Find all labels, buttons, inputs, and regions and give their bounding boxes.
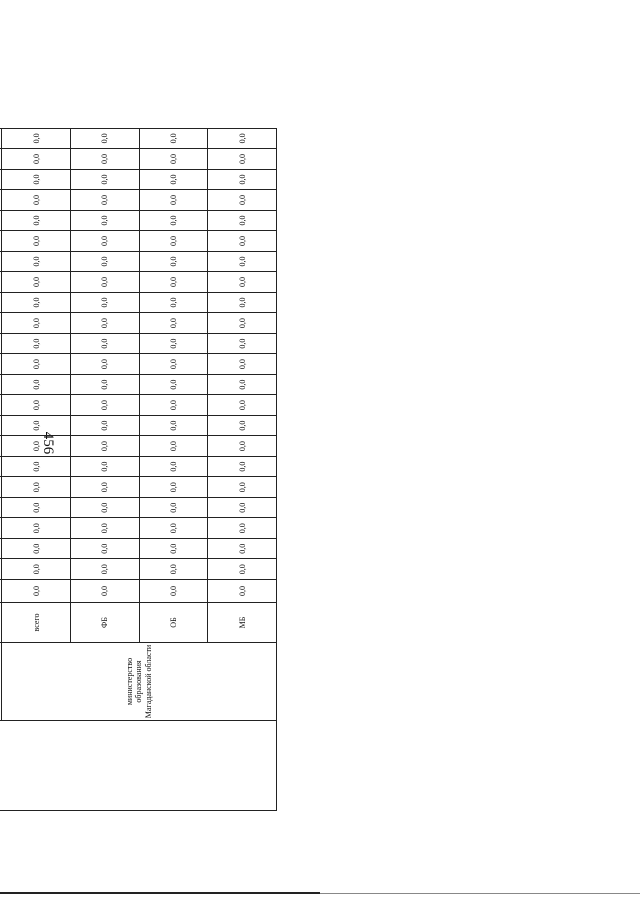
value-cell: 0,0 — [2, 272, 71, 293]
value-cell: 0,0 — [2, 231, 71, 252]
value-cell: 0,0 — [139, 477, 208, 498]
value-cell: 0,0 — [70, 395, 139, 416]
value-cell: 0,0 — [139, 210, 208, 231]
value-cell: 0,0 — [139, 497, 208, 518]
value-cell: 0,0 — [70, 559, 139, 580]
value-cell: 0,0 — [208, 128, 277, 149]
value-cell: 0,0 — [70, 272, 139, 293]
value-cell: 0,0 — [2, 292, 71, 313]
value-cell: 0,0 — [2, 518, 71, 539]
value-cell: 0,0 — [139, 415, 208, 436]
value-cell: 0,0 — [139, 395, 208, 416]
value-cell: 0,0 — [2, 374, 71, 395]
value-cell: 0,0 — [70, 190, 139, 211]
value-cell: 0,0 — [70, 210, 139, 231]
source-cell: ФБ — [70, 603, 139, 643]
value-cell: 0,0 — [70, 354, 139, 375]
value-cell: 0,0 — [208, 497, 277, 518]
value-cell: 0,0 — [70, 477, 139, 498]
value-cell: 0,0 — [208, 477, 277, 498]
value-cell: 0,0 — [70, 374, 139, 395]
value-cell: 0,0 — [139, 272, 208, 293]
value-cell: 0,0 — [70, 436, 139, 457]
value-cell: 0,0 — [139, 559, 208, 580]
value-cell: 0,0 — [70, 149, 139, 170]
value-cell: 0,0 — [2, 128, 71, 149]
bottom-rule — [0, 892, 320, 894]
name-cell — [0, 721, 277, 811]
source-cell: всего — [2, 603, 71, 643]
value-cell: 0,0 — [208, 149, 277, 170]
value-cell: 0,0 — [2, 313, 71, 334]
page-number: 456 — [40, 431, 56, 455]
value-cell: 0,0 — [139, 580, 208, 603]
value-cell: 0,0 — [139, 292, 208, 313]
value-cell: 0,0 — [208, 190, 277, 211]
value-cell: 0,0 — [2, 436, 71, 457]
value-cell: 0,0 — [208, 559, 277, 580]
value-cell: 0,0 — [139, 436, 208, 457]
value-cell: 0,0 — [2, 210, 71, 231]
value-cell: 0,0 — [2, 251, 71, 272]
value-cell: 0,0 — [139, 128, 208, 149]
source-cell: ОБ — [139, 603, 208, 643]
value-cell: 0,0 — [70, 313, 139, 334]
value-cell: 0,0 — [208, 415, 277, 436]
value-cell: 0,0 — [2, 456, 71, 477]
value-cell: 0,0 — [70, 518, 139, 539]
value-cell: 0,0 — [2, 395, 71, 416]
executor-cell: министерство образования Магаданской области — [2, 643, 277, 721]
value-cell: 0,0 — [208, 354, 277, 375]
value-cell: 0,0 — [208, 538, 277, 559]
value-cell: 0,0 — [208, 210, 277, 231]
value-cell: 0,0 — [208, 395, 277, 416]
value-cell: 0,0 — [2, 190, 71, 211]
value-cell: 0,0 — [2, 169, 71, 190]
value-cell: 0,0 — [139, 518, 208, 539]
value-cell: 0,0 — [70, 333, 139, 354]
value-cell: 0,0 — [208, 313, 277, 334]
table-row — [2, 67, 71, 811]
value-cell: 0,0 — [2, 415, 71, 436]
value-cell: 0,0 — [139, 169, 208, 190]
value-cell: 0,0 — [139, 456, 208, 477]
value-cell: 0,0 — [139, 538, 208, 559]
funding-table — [0, 66, 277, 811]
value-cell: 0,0 — [208, 580, 277, 603]
value-cell: 0,0 — [70, 231, 139, 252]
value-cell: 0,0 — [208, 231, 277, 252]
value-cell: 0,0 — [139, 251, 208, 272]
value-cell: 0,0 — [70, 415, 139, 436]
value-cell: 0,0 — [208, 333, 277, 354]
value-cell: 0,0 — [70, 251, 139, 272]
value-cell: 0,0 — [208, 251, 277, 272]
value-cell: 0,0 — [208, 374, 277, 395]
value-cell: 0,0 — [70, 169, 139, 190]
value-cell: 0,0 — [208, 436, 277, 457]
value-cell: 0,0 — [2, 333, 71, 354]
bottom-rule-thin — [320, 893, 640, 894]
value-cell: 0,0 — [2, 580, 71, 603]
value-cell: 0,0 — [70, 497, 139, 518]
value-cell: 0,0 — [208, 456, 277, 477]
value-cell: 0,0 — [70, 580, 139, 603]
value-cell: 0,0 — [208, 518, 277, 539]
value-cell: 0,0 — [70, 292, 139, 313]
source-cell: МБ — [208, 603, 277, 643]
value-cell: 0,0 — [70, 128, 139, 149]
value-cell: 0,0 — [70, 538, 139, 559]
value-cell: 0,0 — [139, 313, 208, 334]
value-cell: 0,0 — [2, 477, 71, 498]
value-cell: 0,0 — [139, 354, 208, 375]
value-cell: 0,0 — [139, 190, 208, 211]
value-cell: 0,0 — [2, 559, 71, 580]
value-cell: 0,0 — [139, 374, 208, 395]
value-cell: 0,0 — [208, 169, 277, 190]
value-cell: 0,0 — [139, 149, 208, 170]
value-cell: 0,0 — [2, 538, 71, 559]
value-cell: 0,0 — [208, 272, 277, 293]
value-cell: 0,0 — [139, 333, 208, 354]
value-cell: 0,0 — [70, 456, 139, 477]
value-cell: 0,0 — [2, 354, 71, 375]
value-cell: 0,0 — [2, 497, 71, 518]
value-cell: 0,0 — [208, 292, 277, 313]
value-cell: 0,0 — [139, 231, 208, 252]
value-cell: 0,0 — [2, 149, 71, 170]
